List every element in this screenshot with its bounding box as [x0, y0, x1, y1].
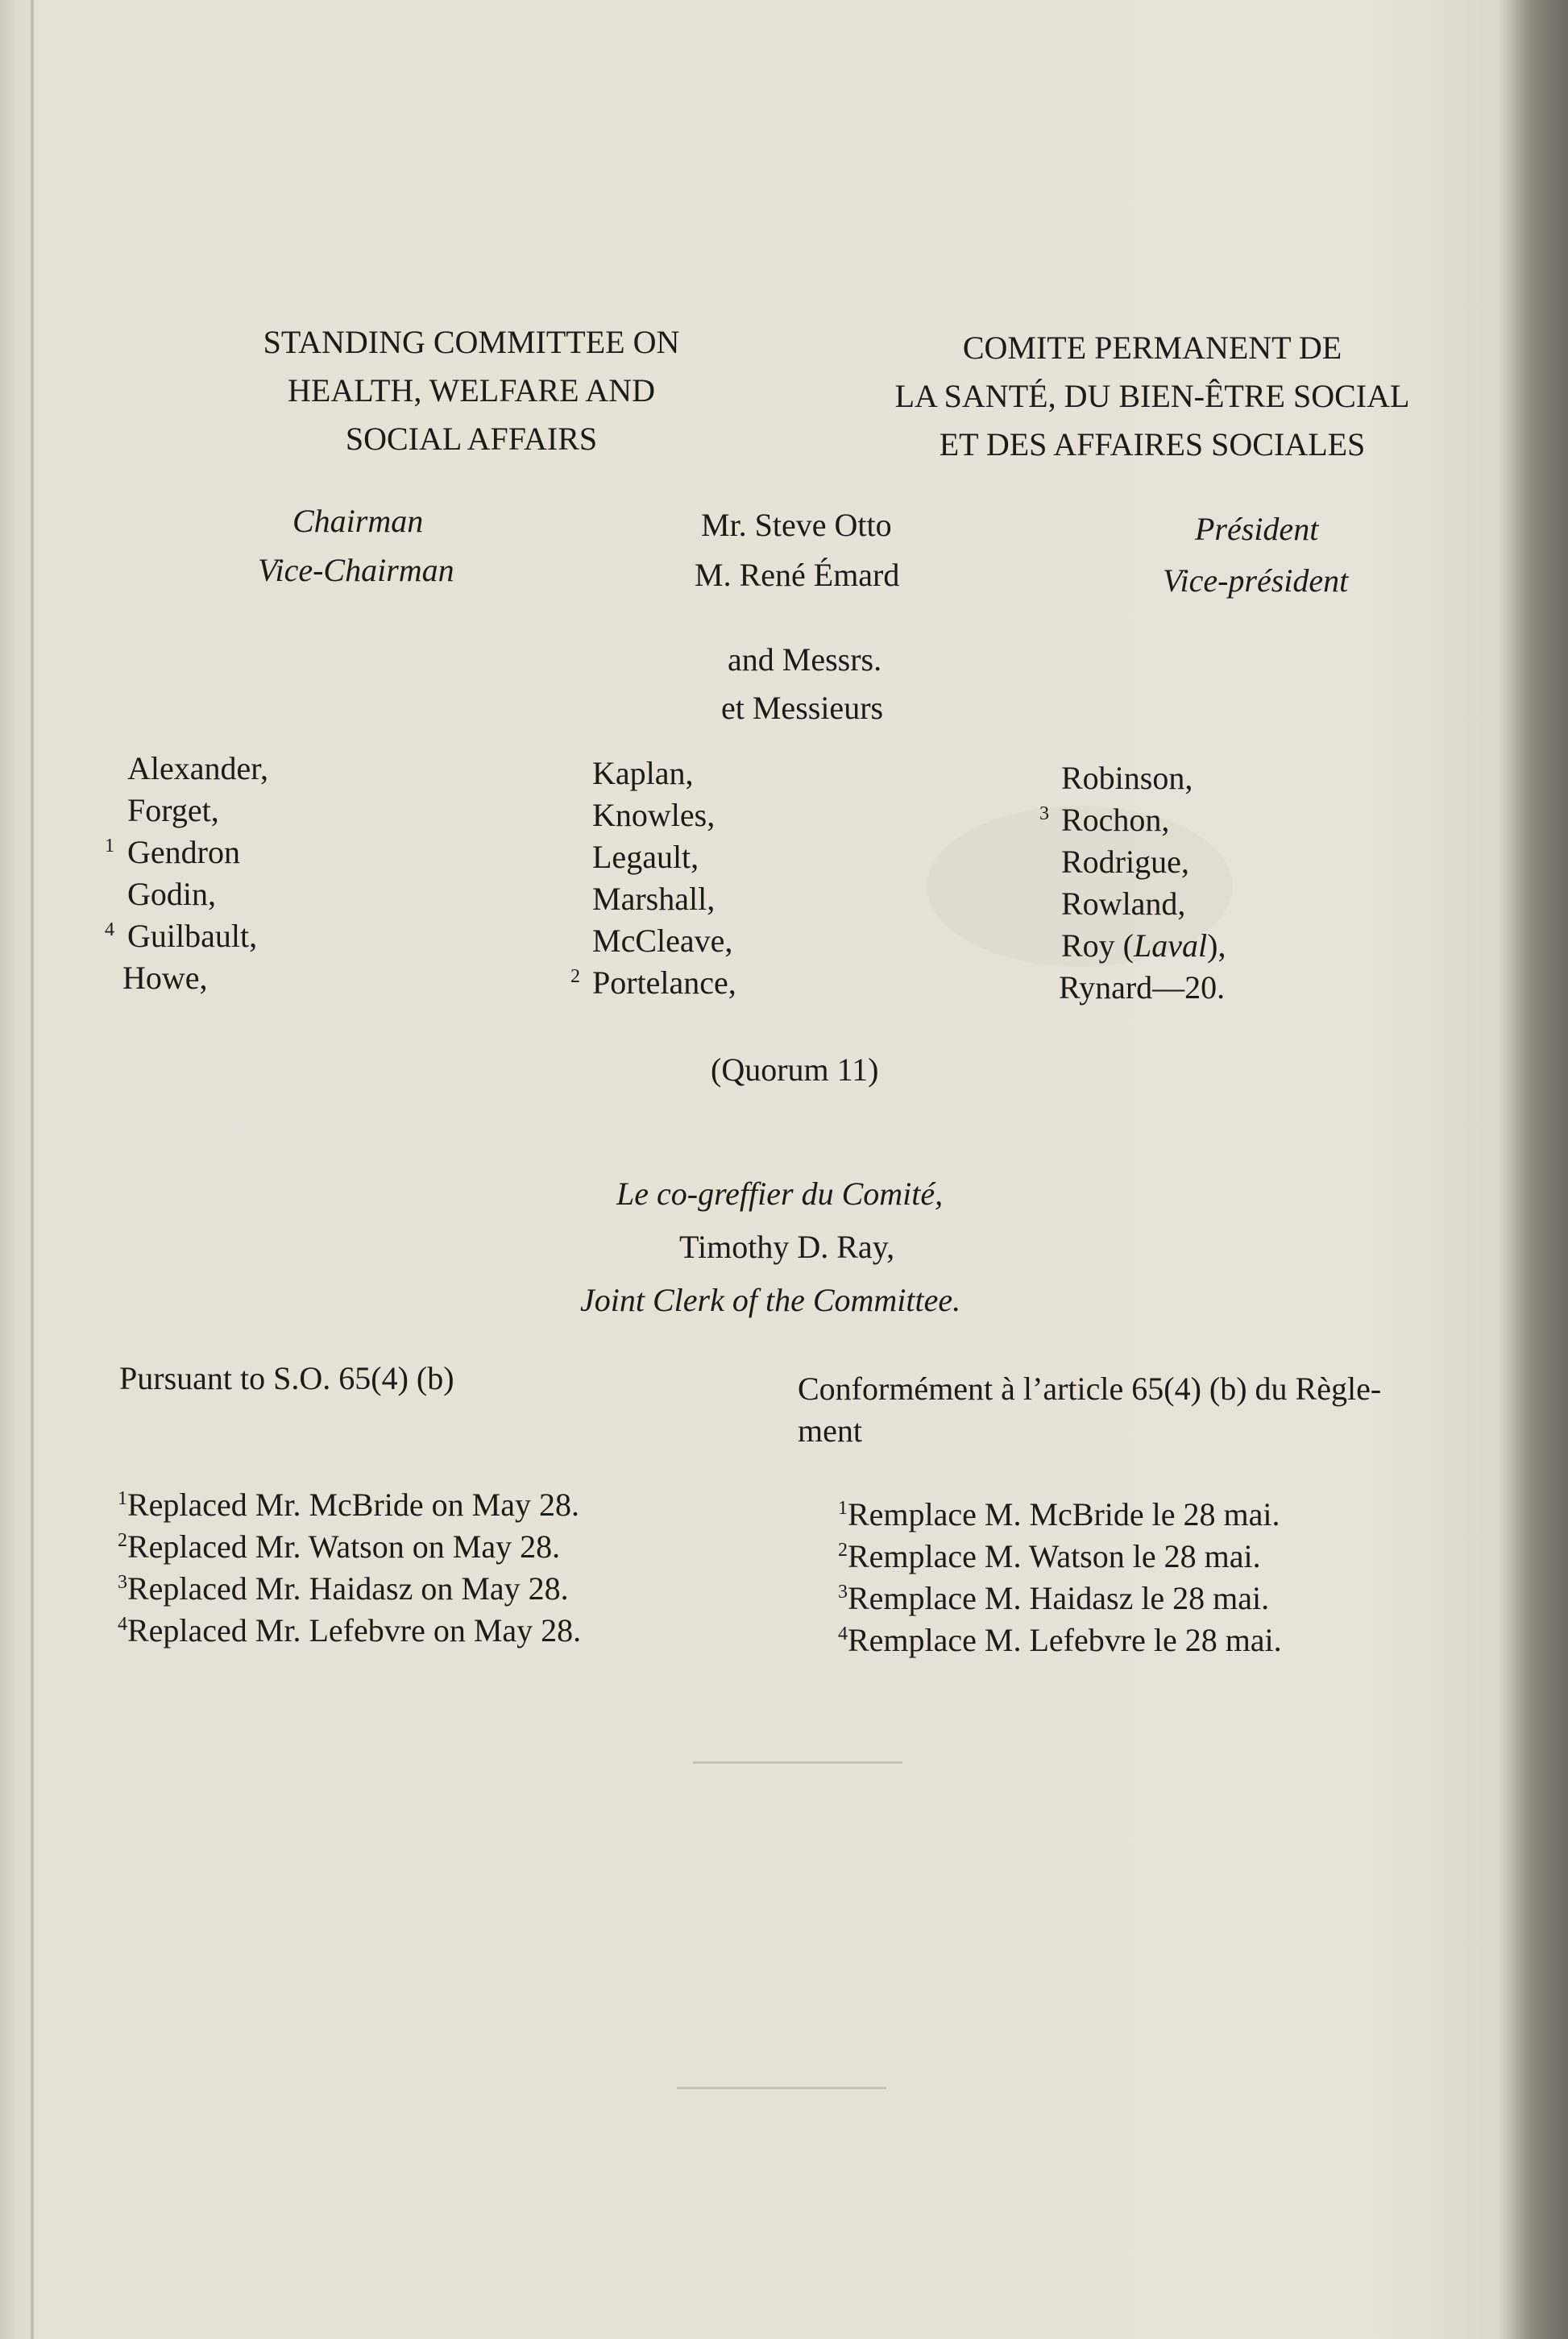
footnote-text: Replaced Mr. Lefebvre on May 28. — [127, 1612, 582, 1648]
member-entry — [105, 748, 268, 790]
clerk-french-title: Le co-greffier du Comité, — [616, 1176, 944, 1212]
member-entry — [570, 962, 736, 1004]
footnotes-french — [838, 1494, 1282, 1661]
footnote-text: Remplace M. Watson le 28 mai. — [848, 1538, 1261, 1574]
president-label: Président — [1195, 511, 1319, 547]
member-entry — [1039, 799, 1170, 841]
header-english-line: HEALTH, WELFARE AND — [288, 372, 655, 408]
header-french — [822, 324, 1483, 469]
member-entry — [105, 790, 219, 832]
footnote-mark: 2 — [570, 966, 580, 987]
footnote-mark: 3 — [838, 1582, 848, 1603]
header-french-line: LA SANTÉ, DU BIEN-ÊTRE SOCIAL — [894, 378, 1410, 414]
member-entry — [570, 836, 699, 878]
footnote-mark: 2 — [838, 1540, 848, 1561]
member-name: Rodrigue, — [1061, 844, 1189, 880]
footnote-mark: 4 — [118, 1614, 127, 1635]
footnote-mark: 3 — [118, 1572, 127, 1593]
footnote-entry — [118, 1526, 581, 1568]
member-entry — [570, 753, 694, 794]
footnote-mark: 1 — [118, 1488, 127, 1509]
header-english-line: STANDING COMMITTEE ON — [263, 324, 680, 360]
member-entry — [570, 878, 716, 920]
member-entry — [105, 832, 240, 873]
member-entry — [105, 915, 258, 957]
member-riding: Laval — [1134, 927, 1208, 964]
members-column-1 — [105, 748, 268, 999]
member-name: Portelance, — [592, 964, 736, 1001]
clerk-english-title: Joint Clerk of the Committee. — [580, 1282, 961, 1318]
footnote-text: Remplace M. Haidasz le 28 mai. — [848, 1580, 1270, 1616]
footnote-text: Replaced Mr. McBride on May 28. — [127, 1487, 579, 1523]
member-name: Alexander, — [127, 750, 268, 786]
member-name: Godin, — [127, 876, 216, 912]
footnote-entry — [118, 1484, 581, 1526]
member-entry — [1039, 841, 1189, 883]
member-name: Forget, — [127, 792, 219, 828]
member-name: Gendron — [127, 834, 240, 870]
member-entry — [105, 873, 216, 915]
footnote-text: Replaced Mr. Haidasz on May 28. — [127, 1570, 569, 1607]
member-name: Legault, — [592, 839, 699, 875]
footnote-mark: 4 — [105, 919, 114, 940]
header-french-line: ET DES AFFAIRES SOCIALES — [939, 426, 1366, 462]
footnote-mark: 3 — [1039, 803, 1049, 824]
footnote-entry — [118, 1568, 581, 1610]
footnote-entry — [838, 1536, 1282, 1578]
footnote-entry — [838, 1578, 1282, 1619]
member-name: McCleave, — [592, 923, 733, 959]
vice-president-label: Vice-président — [1163, 562, 1349, 599]
member-name: Robinson, — [1061, 760, 1193, 796]
member-entry — [1039, 925, 1226, 967]
chairman-name: Mr. Steve Otto — [701, 507, 892, 543]
chairman-label: Chairman — [292, 503, 424, 539]
vice-chairman-label: Vice-Chairman — [258, 552, 454, 588]
footnote-mark: 2 — [118, 1530, 127, 1551]
member-name: Rowland, — [1061, 885, 1186, 922]
footnote-mark: 1 — [838, 1498, 848, 1519]
member-entry — [1039, 883, 1186, 925]
member-name: Knowles, — [592, 797, 716, 833]
member-entry — [105, 957, 208, 999]
footnote-text: Remplace M. McBride le 28 mai. — [848, 1496, 1280, 1532]
footnote-mark: 1 — [105, 836, 114, 856]
pursuant-french-line2: ment — [798, 1412, 862, 1449]
show-through-rule — [693, 1761, 902, 1764]
pursuant-french-line1: Conformément à l’article 65(4) (b) du Règle- — [798, 1371, 1382, 1407]
members-column-3 — [1039, 757, 1226, 1009]
header-english — [141, 318, 802, 463]
footnote-mark: 4 — [838, 1624, 848, 1644]
members-column-2 — [570, 753, 736, 1004]
member-entry — [1039, 967, 1226, 1009]
show-through-rule — [677, 2087, 886, 2089]
header-french-line: COMITE PERMANENT DE — [962, 330, 1342, 366]
footnote-entry — [838, 1619, 1282, 1661]
footnote-text: Remplace M. Lefebvre le 28 mai. — [848, 1622, 1282, 1658]
member-name: Howe, — [122, 960, 208, 996]
member-name: Rochon, — [1061, 802, 1170, 838]
member-name: Guilbault, — [127, 918, 258, 954]
pursuant-english: Pursuant to S.O. 65(4) (b) — [119, 1360, 454, 1396]
footnotes-english — [118, 1484, 581, 1652]
left-binding-edge — [31, 0, 34, 2339]
member-entry — [1039, 757, 1193, 799]
header-english-line: SOCIAL AFFAIRS — [345, 421, 598, 457]
clerk-name: Timothy D. Ray, — [679, 1229, 895, 1265]
footnote-entry — [118, 1610, 581, 1652]
footnote-entry — [838, 1494, 1282, 1536]
member-name: Marshall, — [592, 881, 716, 917]
members-intro-french: et Messieurs — [721, 690, 884, 726]
member-name: Roy (Laval), — [1061, 927, 1226, 964]
member-name: Rynard—20. — [1059, 969, 1226, 1006]
quorum: (Quorum 11) — [711, 1051, 879, 1088]
vice-chairman-name: M. René Émard — [695, 557, 900, 593]
member-name: Kaplan, — [592, 755, 694, 791]
member-entry — [570, 794, 716, 836]
member-entry — [570, 920, 733, 962]
members-intro-english: and Messrs. — [728, 641, 882, 678]
footnote-text: Replaced Mr. Watson on May 28. — [127, 1528, 561, 1565]
